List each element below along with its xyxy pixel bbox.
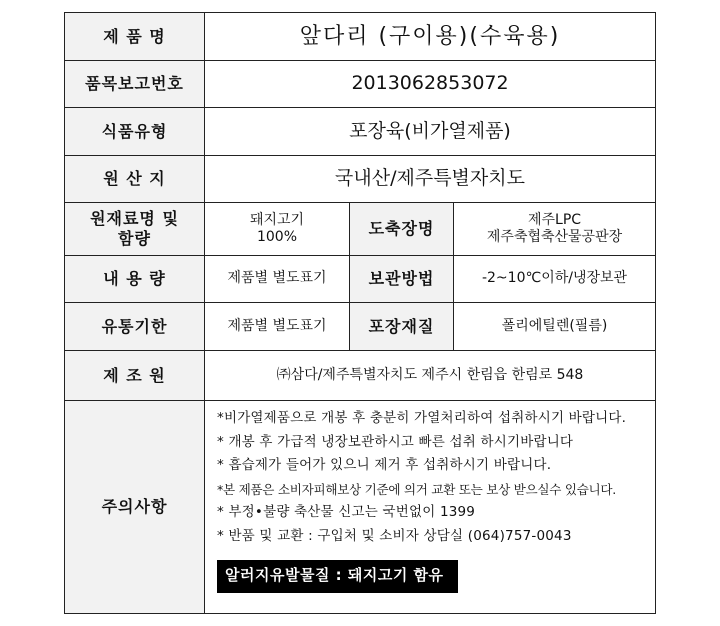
volume-value: 제품별 별도표기 [205, 256, 350, 303]
ingredient-value [205, 203, 350, 256]
report-no-value: 2013062853072 [205, 61, 656, 108]
row-origin [65, 156, 656, 203]
ingredient-label-line2: 함량 [118, 229, 151, 248]
origin-value: 국내산/제주특별자치도 [205, 156, 656, 203]
slaughterhouse-label: 도축장명 [350, 203, 454, 256]
caution-item: * 부정•불량 축산물 신고는 국번없이 1399 [217, 504, 476, 520]
caution-item: * 개봉 후 가급적 냉장보관하시고 빠른 섭취 하시기바랍니다 [217, 433, 574, 450]
row-product-name [65, 13, 656, 61]
ingredient-value-line2: 100% [256, 229, 298, 245]
storage-value: -2~10℃이하/냉장보관 [454, 256, 656, 303]
maker-value: ㈜삼다/제주특별자치도 제주시 한림읍 한림로 548 [205, 351, 656, 401]
food-type-value: 포장육(비가열제품) [205, 108, 656, 156]
slaughterhouse-value-line1: 제주LPC [527, 211, 582, 228]
packaging-label: 포장재질 [350, 303, 454, 351]
caution-label: 주의사항 [65, 401, 205, 614]
slaughterhouse-value [454, 203, 656, 256]
row-report-no [65, 61, 656, 108]
expiry-label: 유통기한 [65, 303, 205, 351]
slaughterhouse-value-line2: 제주축협축산물공판장 [486, 229, 623, 245]
storage-label: 보관방법 [350, 256, 454, 303]
caution-notes [205, 401, 656, 614]
product-label-table [64, 12, 656, 614]
row-caution [65, 401, 656, 614]
row-food-type [65, 108, 656, 156]
caution-item: * 반품 및 교환 : 구입처 및 소비자 상담실 (064)757-0043 [217, 527, 572, 544]
product-name-value: 앞다리 (구이용)(수육용) [205, 13, 656, 61]
expiry-value: 제품별 별도표기 [205, 303, 350, 351]
ingredient-value-line1: 돼지고기 [249, 211, 305, 228]
ingredient-label-line1: 원재료명 및 [90, 209, 179, 228]
volume-label: 내 용 량 [65, 256, 205, 303]
caution-item: *비가열제품으로 개봉 후 충분히 가열처리하여 섭취하시기 바랍니다. [217, 410, 627, 426]
packaging-value: 폴리에틸렌(필름) [454, 303, 656, 351]
row-maker [65, 351, 656, 401]
caution-item: * 흡습제가 들어가 있으니 제거 후 섭취하시기 바랍니다. [217, 457, 552, 473]
row-expiry [65, 303, 656, 351]
origin-label: 원 산 지 [65, 156, 205, 203]
ingredient-label [65, 203, 205, 256]
maker-label: 제 조 원 [65, 351, 205, 401]
allergy-badge: 알러지유발물질 : 돼지고기 함유 [217, 560, 458, 593]
caution-item: *본 제품은 소비자피해보상 기준에 의거 교환 또는 보상 받으실수 있습니다. [217, 481, 616, 497]
report-no-label: 품목보고번호 [65, 61, 205, 108]
food-type-label: 식품유형 [65, 108, 205, 156]
row-ingredient [65, 203, 656, 256]
row-volume [65, 256, 656, 303]
product-name-label: 제 품 명 [65, 13, 205, 61]
